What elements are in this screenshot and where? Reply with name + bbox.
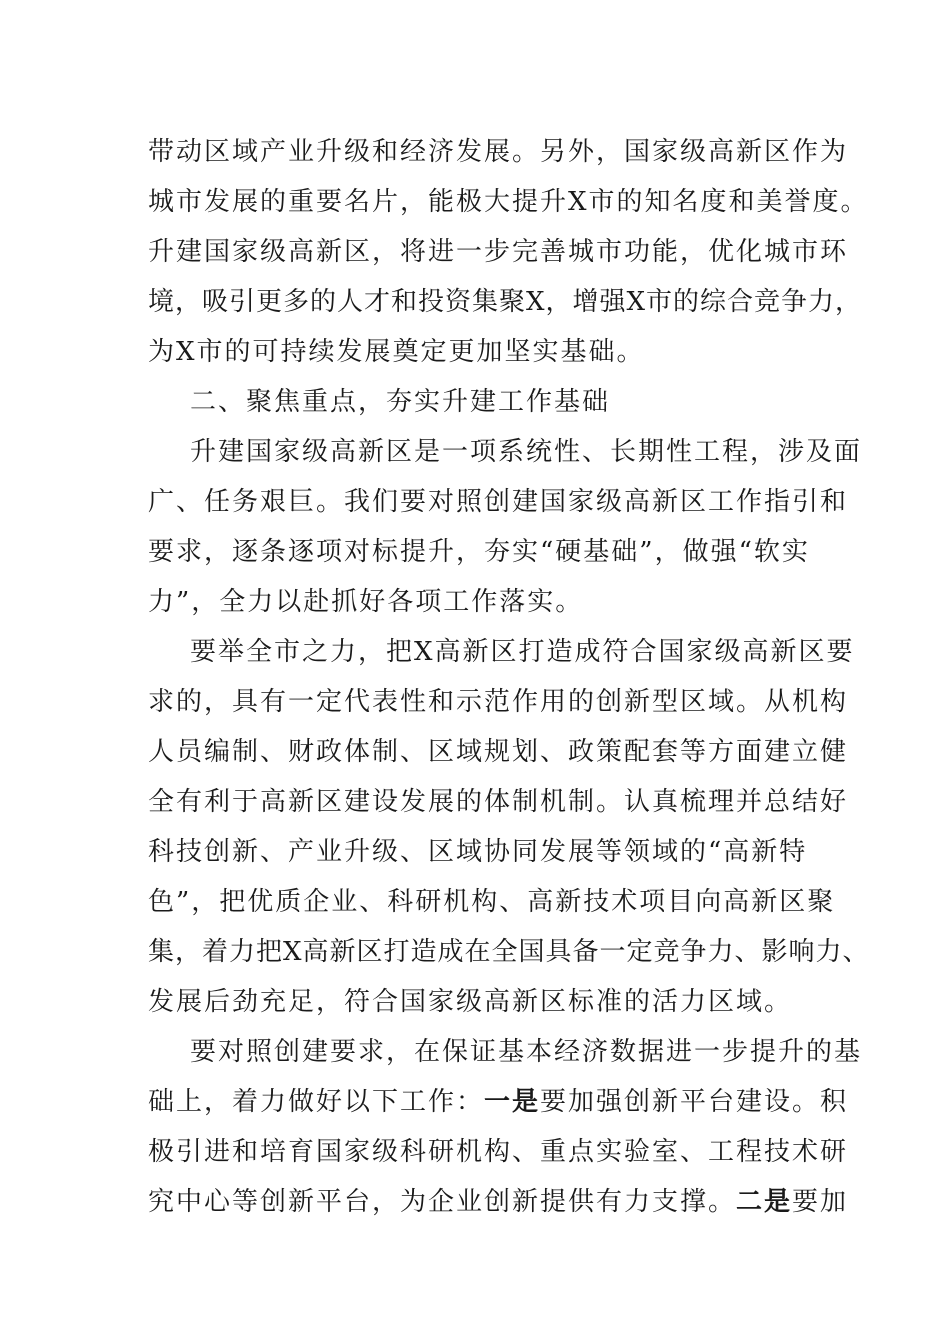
paragraph-line: 带动区域产业升级和经济发展。另外，国家级高新区作为 [148,137,849,167]
paragraph-line: 人员编制、财政体制、区域规划、政策配套等方面建立健 [148,737,849,767]
paragraph-line: 要对照创建要求，在保证基本经济数据进一步提升的基 [190,1037,863,1067]
line-text: 要加强创新平台建设。积 [540,1087,849,1117]
paragraph-line: 城市发展的重要名片，能极大提升X市的知名度和美誉度。 [148,187,869,217]
line-text: 础上，着力做好以下工作： [148,1087,485,1117]
paragraph-line: 色”，把优质企业、科研机构、高新技术项目向高新区聚 [148,887,836,917]
paragraph-line: 升建国家级高新区，将进一步完善城市功能，优化城市环 [148,237,849,267]
paragraph-line: 境，吸引更多的人才和投资集聚X，增强X市的综合竞争力， [148,287,863,317]
section-heading: 二、聚焦重点，夯实升建工作基础 [190,387,611,417]
emphasis-first: 一是 [484,1087,541,1117]
paragraph-line [148,1184,938,1220]
paragraph-line: 为X市的可持续发展奠定更加坚实基础。 [148,337,645,367]
paragraph-line [148,1084,938,1120]
paragraph-line: 全有利于高新区建设发展的体制机制。认真梳理并总结好 [148,787,849,817]
paragraph-line: 广、任务艰巨。我们要对照创建国家级高新区工作指引和 [148,487,849,517]
paragraph-line: 升建国家级高新区是一项系统性、长期性工程，涉及面 [190,437,863,467]
paragraph-line: 求的，具有一定代表性和示范作用的创新型区域。从机构 [148,687,849,717]
emphasis-second: 二是 [736,1187,793,1217]
paragraph-line: 要求，逐条逐项对标提升，夯实“硬基础”，做强“软实 [148,537,810,567]
paragraph-line: 力”，全力以赴抓好各项工作落实。 [148,587,584,617]
paragraph-line: 发展后劲充足，符合国家级高新区标准的活力区域。 [148,987,793,1017]
paragraph-line: 极引进和培育国家级科研机构、重点实验室、工程技术研 [148,1137,849,1167]
paragraph-line: 集，着力把X高新区打造成在全国具备一定竞争力、影响力、 [148,937,870,967]
line-text: 要加 [792,1187,849,1217]
line-text: 究中心等创新平台，为企业创新提供有力支撑。 [148,1187,737,1217]
paragraph-line: 科技创新、产业升级、区域协同发展等领域的“高新特 [148,837,808,867]
paragraph-line: 要举全市之力，把X高新区打造成符合国家级高新区要 [190,637,855,667]
